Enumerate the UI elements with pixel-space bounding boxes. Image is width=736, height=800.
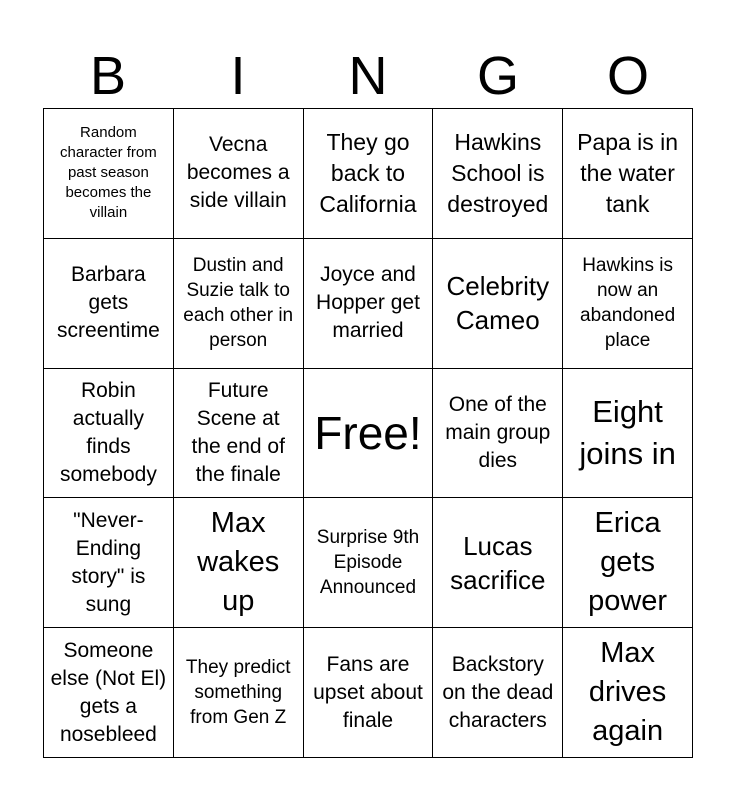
cell-text: "Never-Ending story" is sung xyxy=(71,508,146,616)
cell-text: Fans are upset about finale xyxy=(313,652,423,732)
header-letter-b: B xyxy=(89,46,127,106)
bingo-cell[interactable] xyxy=(174,369,304,499)
header-letter-g: G xyxy=(476,46,519,106)
bingo-cell[interactable] xyxy=(563,109,693,239)
bingo-cell[interactable] xyxy=(44,239,174,369)
bingo-header xyxy=(43,44,693,108)
cell-text: Backstory on the dead characters xyxy=(442,652,554,732)
bingo-cell[interactable] xyxy=(433,628,563,758)
cell-text: Eight joins in xyxy=(579,393,676,471)
cell-text: Hawkins School is destroyed xyxy=(447,128,549,217)
free-space-cell[interactable] xyxy=(304,369,434,499)
bingo-cell[interactable] xyxy=(44,628,174,758)
header-letter-i: I xyxy=(230,46,246,106)
header-letter-o: O xyxy=(606,46,649,106)
bingo-cell[interactable] xyxy=(563,628,693,758)
cell-text: Max wakes up xyxy=(197,507,280,618)
cell-text: They predict something from Gen Z xyxy=(185,657,291,729)
cell-text: Erica gets power xyxy=(588,507,668,618)
free-space-text: Free! xyxy=(314,406,422,459)
bingo-cell[interactable] xyxy=(563,369,693,499)
bingo-cell[interactable] xyxy=(433,239,563,369)
cell-text: Someone else (Not El) gets a nosebleed xyxy=(50,638,167,746)
cell-text: Joyce and Hopper get married xyxy=(316,263,420,343)
header-letter-n: N xyxy=(348,46,388,106)
bingo-cell[interactable] xyxy=(174,498,304,628)
bingo-grid xyxy=(43,108,693,758)
cell-text: Vecna becomes a side villain xyxy=(186,133,290,213)
cell-text: Future Scene at the end of the finale xyxy=(191,378,285,486)
bingo-cell[interactable] xyxy=(304,628,434,758)
cell-text: Lucas sacrifice xyxy=(450,530,546,595)
bingo-cell[interactable] xyxy=(563,498,693,628)
bingo-cell[interactable] xyxy=(174,628,304,758)
cell-text: One of the main group dies xyxy=(445,392,551,472)
cell-text: They go back to California xyxy=(319,128,417,217)
bingo-cell[interactable] xyxy=(44,498,174,628)
cell-text: Hawkins is now an abandoned place xyxy=(580,255,676,352)
cell-text: Random character from past season becomes the villain xyxy=(60,124,157,222)
cell-text: Celebrity Cameo xyxy=(446,271,550,336)
bingo-cell[interactable] xyxy=(174,109,304,239)
bingo-cell[interactable] xyxy=(44,109,174,239)
cell-text: Papa is in the water tank xyxy=(577,128,679,217)
cell-text: Max drives again xyxy=(588,637,667,748)
bingo-cell[interactable] xyxy=(433,109,563,239)
bingo-cell[interactable] xyxy=(174,239,304,369)
bingo-cell[interactable] xyxy=(304,109,434,239)
bingo-cell[interactable] xyxy=(563,239,693,369)
bingo-cell[interactable] xyxy=(433,369,563,499)
cell-text: Barbara gets screentime xyxy=(57,263,160,343)
bingo-cell[interactable] xyxy=(304,498,434,628)
cell-text: Surprise 9th Episode Announced xyxy=(316,527,420,599)
cell-text: Dustin and Suzie talk to each other in person xyxy=(183,255,294,352)
bingo-cell[interactable] xyxy=(304,239,434,369)
bingo-cell[interactable] xyxy=(433,498,563,628)
bingo-cell[interactable] xyxy=(44,369,174,499)
cell-text: Robin actually finds somebody xyxy=(59,378,157,486)
